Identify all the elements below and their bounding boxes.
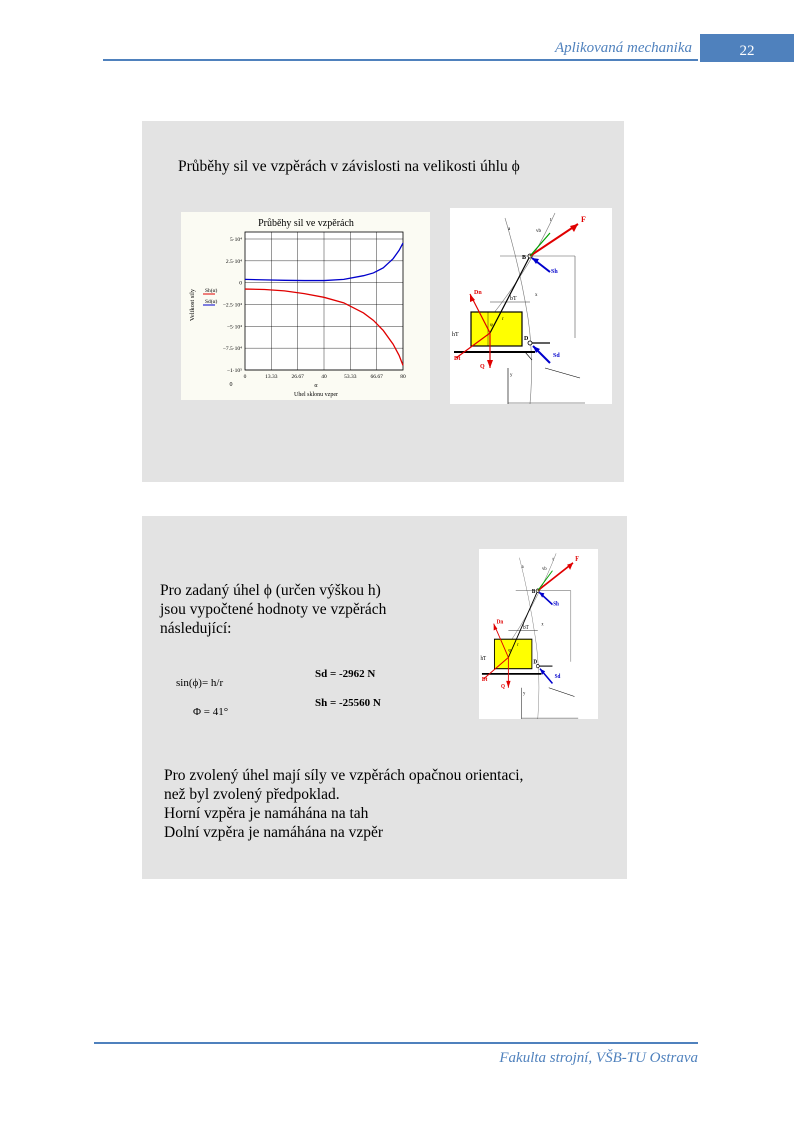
diagram-label-ht: hT — [452, 332, 459, 338]
header-rule — [103, 59, 698, 61]
sh-result: Sh = -25560 N — [315, 697, 381, 709]
slide2-intro-line: následující: — [160, 620, 232, 637]
diagram2-label-sd: Sd — [554, 673, 561, 681]
diagram2-label-r: r — [517, 642, 519, 649]
chart-xlabel: Uhel sklonu vzper — [294, 392, 338, 398]
y-tick-label: −7.5·10⁴ — [222, 346, 242, 353]
strut-diagram-svg — [450, 208, 612, 404]
x-tick-label: 13.33 — [265, 374, 278, 380]
chart-svg — [181, 212, 430, 400]
x-tick-label: 66.67 — [370, 374, 383, 380]
strut-diagram-2-svg — [479, 549, 598, 719]
diagram2-label-dn: Dn — [496, 619, 504, 626]
conclusion-line: Horní vzpěra je namáhána na tah — [164, 805, 369, 822]
y-tick-label: −1·10⁵ — [226, 368, 242, 374]
diagram-label-bt: bT — [510, 296, 517, 302]
y-tick-label: −2.5·10⁴ — [222, 302, 242, 309]
legend-label: Sd(α) — [205, 299, 218, 305]
diagram2-label-f: F — [575, 555, 579, 564]
diagram-label-sd: Sd — [553, 353, 560, 359]
diagram2-label-t: t — [552, 557, 554, 563]
slide2-conclusion — [164, 766, 523, 842]
chart-corner-label: 0 — [229, 382, 233, 388]
diagram2-label-dt: Dt — [481, 676, 488, 683]
diagram2-label-sh: Sh — [553, 601, 559, 608]
running-header-title: Aplikovaná mechanika — [554, 40, 692, 56]
diagram2-label-b: B — [531, 588, 536, 596]
diagram-label-vb: vb — [536, 229, 541, 234]
x-tick-label: 0 — [243, 374, 247, 380]
legend-label: Sh(α) — [205, 288, 218, 294]
diagram-label-sh: Sh — [551, 269, 558, 275]
x-tick-label: 40 — [321, 374, 327, 380]
slide2-intro-line: Pro zadaný úhel ϕ (určen výškou h) — [160, 582, 381, 599]
sd-result: Sd = -2962 N — [315, 668, 376, 680]
diagram2-label-vb: vb — [542, 566, 547, 572]
strut-diagram-2 — [479, 549, 598, 719]
diagram2-label-phi: φ — [508, 648, 511, 654]
sin-formula: sin(ϕ)= h/r — [176, 677, 224, 689]
chart-x-var-label: α — [314, 383, 318, 389]
footer-rule — [94, 1042, 698, 1044]
diagram2-label-a: a — [521, 564, 524, 571]
y-tick-label: 5·10⁴ — [230, 237, 242, 243]
diagram-label-x: x — [535, 293, 538, 298]
y-tick-label: 0 — [239, 280, 242, 287]
diagram2-label-q: Q — [501, 683, 506, 690]
diagram-label-d: D — [524, 336, 529, 342]
diagram-label-dt: Dt — [454, 356, 461, 362]
conclusion-line: Pro zvolený úhel mají síly ve vzpěrách opačnou orientaci, — [164, 767, 524, 784]
footer-text: Fakulta strojní, VŠB-TU Ostrava — [499, 1050, 698, 1066]
diagram-label-t: t — [550, 218, 552, 223]
diagram2-label-x: x — [541, 622, 544, 628]
diagram-label-r: r — [502, 317, 504, 322]
diagram2-label-bt: bT — [523, 624, 529, 631]
x-tick-label: 53.33 — [344, 374, 357, 380]
slide2-intro — [160, 581, 386, 638]
y-tick-label: −5·10⁴ — [226, 324, 242, 331]
diagram-label-phi: φ — [490, 323, 493, 328]
phi-value: Φ = 41° — [193, 706, 229, 718]
force-chart — [181, 212, 430, 400]
slide2-intro-line: jsou vypočtené hodnoty ve vzpěrách — [160, 601, 387, 618]
y-tick-label: 2.5·10⁴ — [225, 258, 242, 265]
diagram-label-y: y — [510, 373, 513, 378]
x-tick-label: 26.67 — [291, 374, 304, 380]
diagram-label-a: a — [508, 227, 511, 232]
diagram2-label-ht: hT — [480, 655, 487, 663]
diagram2-label-y: y — [523, 691, 526, 697]
strut-diagram-1 — [450, 208, 612, 404]
chart-ylabel: Velikost sily — [189, 288, 196, 322]
diagram-label-b: B — [522, 255, 527, 261]
diagram-label-dn: Dn — [474, 290, 482, 296]
conclusion-line: Dolní vzpěra je namáhána na vzpěr — [164, 824, 384, 841]
x-tick-label: 80 — [400, 374, 406, 380]
chart-title: Průběhy sil ve vzpěrách — [258, 218, 354, 229]
diagram-label-q: Q — [480, 364, 485, 370]
page-number: 22 — [700, 34, 794, 62]
diagram-label-f: F — [581, 215, 586, 224]
diagram2-label-d: D — [533, 659, 538, 666]
slide1-title: Průběhy sil ve vzpěrách v závislosti na velikosti úhlu ϕ — [178, 158, 520, 175]
conclusion-line: než byl zvolený předpoklad. — [164, 786, 340, 803]
